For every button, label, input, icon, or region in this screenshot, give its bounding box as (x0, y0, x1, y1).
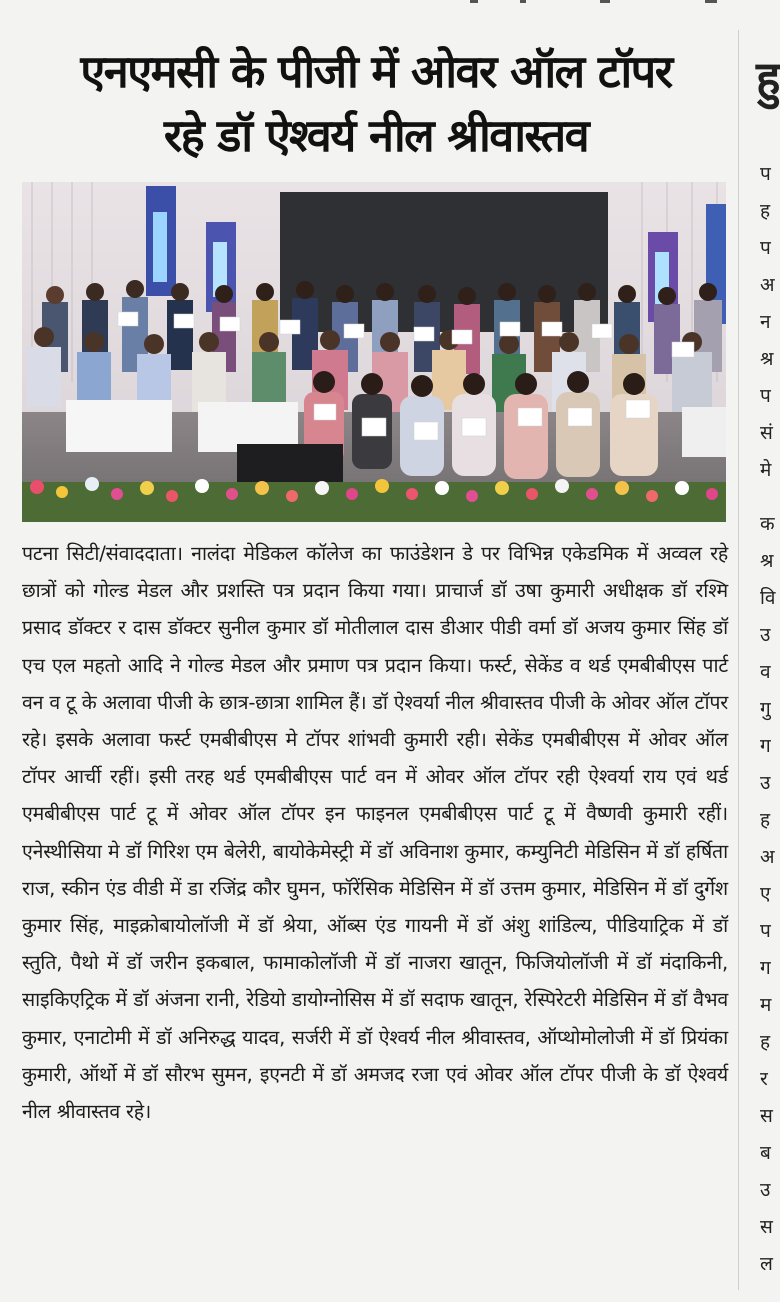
next-line-start: उ (760, 624, 771, 646)
next-line-start: श्र (760, 348, 774, 370)
next-line-start: न (760, 311, 771, 333)
next-line-start: प (760, 920, 771, 942)
next-line-start: म (760, 994, 772, 1016)
next-line-start: उ (760, 772, 771, 794)
next-column-fragment (748, 0, 780, 1302)
next-line-start: प (760, 163, 771, 185)
next-line-start: सं (760, 422, 773, 444)
next-line-start: ह (760, 200, 771, 222)
next-line-start: श्र (760, 550, 774, 572)
article-headline (20, 40, 732, 168)
next-line-start: प (760, 385, 771, 407)
next-line-start: ए (760, 883, 771, 905)
next-line-start: स (760, 1216, 773, 1238)
next-line-start: उ (760, 1179, 771, 1201)
next-line-start: व (760, 661, 771, 683)
next-line-start: ब (760, 1142, 771, 1164)
article-photo (22, 182, 726, 522)
next-line-start: गु (760, 698, 771, 720)
article-body: पटना सिटी/संवाददाता। नालंदा मेडिकल कॉलेज का फाउंडेशन डे पर विभिन्न एकेडमिक में अव्वल रहे छात्रों को गोल्ड मेडल और प्रशस्ति पत्र प्रदान किया गया। प्राचार्ज डॉ उषा कुमारी अधीक्षक डॉ रश्मि प्रसाद डॉक्टर र दास डॉक्टर सुनील कुमार डॉ मोतीलाल दास डीआर पीडी वर्मा डॉ अजय कुमार सिंह डॉ एच एल महतो आदि ने गोल्ड मेडल और प्रमाण पत्र प्रदान किया। फर्स्ट, सेकेंड व थर्ड एमबीबीएस पार्ट वन व टू के अलावा पीजी के छात्र-छात्रा शामिल हैं। डॉ ऐश्वर्या नील श्रीवास्तव पीजी के ओवर ऑल टॉपर रहे। इसके अलावा फर्स्ट एमबीबीएस मे टॉपर शांभवी कुमारी रही। सेकेंड एमबीबीएस में ओवर ऑल टॉपर आर्ची रहीं। इसी तरह थर्ड एमबीबीएस पार्ट वन में ओवर ऑल टॉपर रही ऐश्वर्या राय एवं थर्ड एमबीबीएस पार्ट टू में ओवर ऑल टॉपर इन फाइनल एमबीबीएस पार्ट टू में वैष्णवी कुमारी रहीं। एनेस्थीसिया मे डॉ गिरिश एम बेलेरी, बायोकेमेस्ट्री में डॉ अविनाश कुमार, कम्युनिटी मेडिसिन में डॉ हर्षिता राज, स्कीन एंड वीडी में डा रजिंद्र कौर घुमन, फॉरेंसिक मेडिसिन में डॉ उत्तम कुमार, मेडिसिन में डॉ दुर्गेश कुमार सिंह, माइक्रोबायोलॉजी में डॉ श्रेया, ऑब्स एंड गायनी में डॉ अंशु शांडिल्य, पीडियाट्रिक में डॉ स्तुति, पैथो में डॉ जरीन इकबाल, फामाकोलॉजी में डॉ नाजरा खातून, फिजियोलॉजी में डॉ मंदाकिनी, साइकिएट्रिक में डॉ अंजना रानी, रेडियो डायोग्नोसिस में डॉ सदाफ खातून, रेस्पिरेटरी मेडिसिन में डॉ वैभव कुमार, एनाटोमी में डॉ अनिरुद्ध यादव, सर्जरी में डॉ ऐश्वर्य नील श्रीवास्तव, ऑप्थोमोलोजी में डॉ प्रियंका कुमारी, ऑर्थो में डॉ सौरभ सुमन, इएनटी में डॉ अमजद रजा एवं ओवर ऑल टॉपर पीजी के डॉ ऐश्वर्य नील श्रीवास्तव रहे। (22, 542, 728, 1124)
headline-line-1: एनएमसी के पीजी में ओवर ऑल टॉपर (80, 45, 672, 98)
next-line-start: मे (760, 459, 772, 481)
next-line-start: ग (760, 957, 771, 979)
headline-line-2: रहे डॉ ऐश्वर्य नील श्रीवास्तव (163, 109, 589, 162)
next-line-start: ह (760, 1031, 771, 1053)
next-line-start: स (760, 1105, 773, 1127)
next-line-start: ल (760, 1253, 773, 1275)
next-headline-fragment: हु (756, 51, 780, 105)
next-line-start: वि (760, 587, 776, 609)
next-line-start: प (760, 237, 771, 259)
next-line-start: र (760, 1068, 768, 1090)
column-divider (738, 30, 739, 1290)
ceremony-photo (22, 182, 726, 522)
top-rule (0, 0, 771, 6)
next-line-start: अ (760, 274, 775, 296)
next-line-start: क (760, 513, 775, 535)
next-line-start: अ (760, 846, 775, 868)
next-line-start: ह (760, 809, 771, 831)
next-line-start: ग (760, 735, 771, 757)
